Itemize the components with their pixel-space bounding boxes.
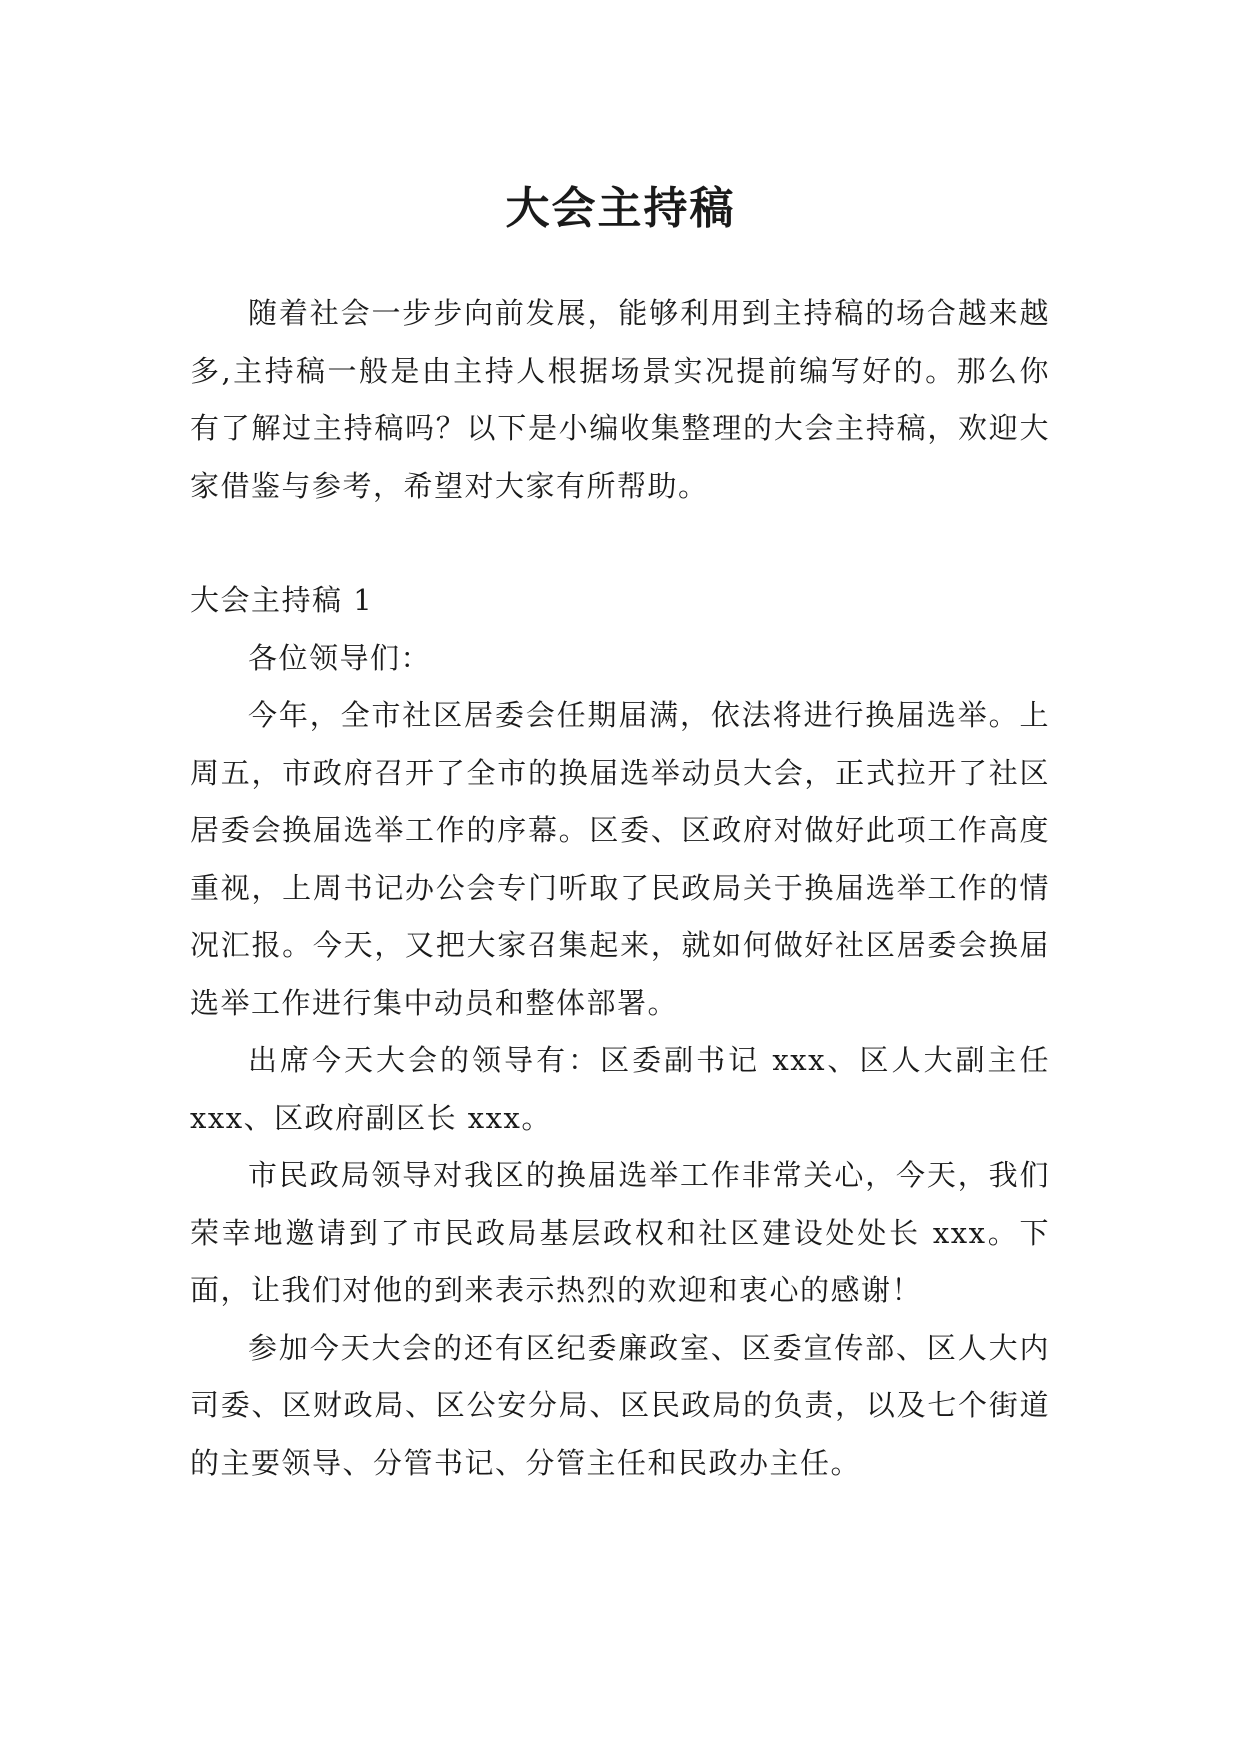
salutation-paragraph: 各位领导们： xyxy=(248,640,432,675)
body-paragraph-3: 市民政局领导对我区的换届选举工作非常关心，今天，我们荣幸地邀请到了市民政局基层政权和社区建设处处长 xxx。下面，让我们对他的到来表示热烈的欢迎和衷心的感谢！ xyxy=(190,1158,1050,1307)
document-title: 大会主持稿 xyxy=(505,183,736,235)
intro-paragraph: 随着社会一步步向前发展，能够利用到主持稿的场合越来越多,主持稿一般是由主持人根据场景实况提前编写好的。那么你有了解过主持稿吗？以下是小编收集整理的大会主持稿，欢迎大家借鉴与参考，希望对大家有所帮助。 xyxy=(190,296,1050,503)
document-body xyxy=(190,285,1050,1492)
body-paragraph-2: 出席今天大会的领导有：区委副书记 xxx、区人大副主任 xxx、区政府副区长 xxx。 xyxy=(190,1043,1050,1135)
section-heading: 大会主持稿 1 xyxy=(190,583,374,617)
body-paragraph-4: 参加今天大会的还有区纪委廉政室、区委宣传部、区人大内司委、区财政局、区公安分局、区民政局的负责，以及七个街道的主要领导、分管书记、分管主任和民政办主任。 xyxy=(190,1330,1050,1480)
body-paragraph-1: 今年，全市社区居委会任期届满，依法将进行换届选举。上周五，市政府召开了全市的换届选举动员大会，正式拉开了社区居委会换届选举工作的序幕。区委、区政府对做好此项工作高度重视，上周书记办公会专门听取了民政局关于换届选举工作的情况汇报。今天，又把大家召集起来，就如何做好社区居委会换届选举工作进行集中动员和整体部署。 xyxy=(190,698,1050,1020)
